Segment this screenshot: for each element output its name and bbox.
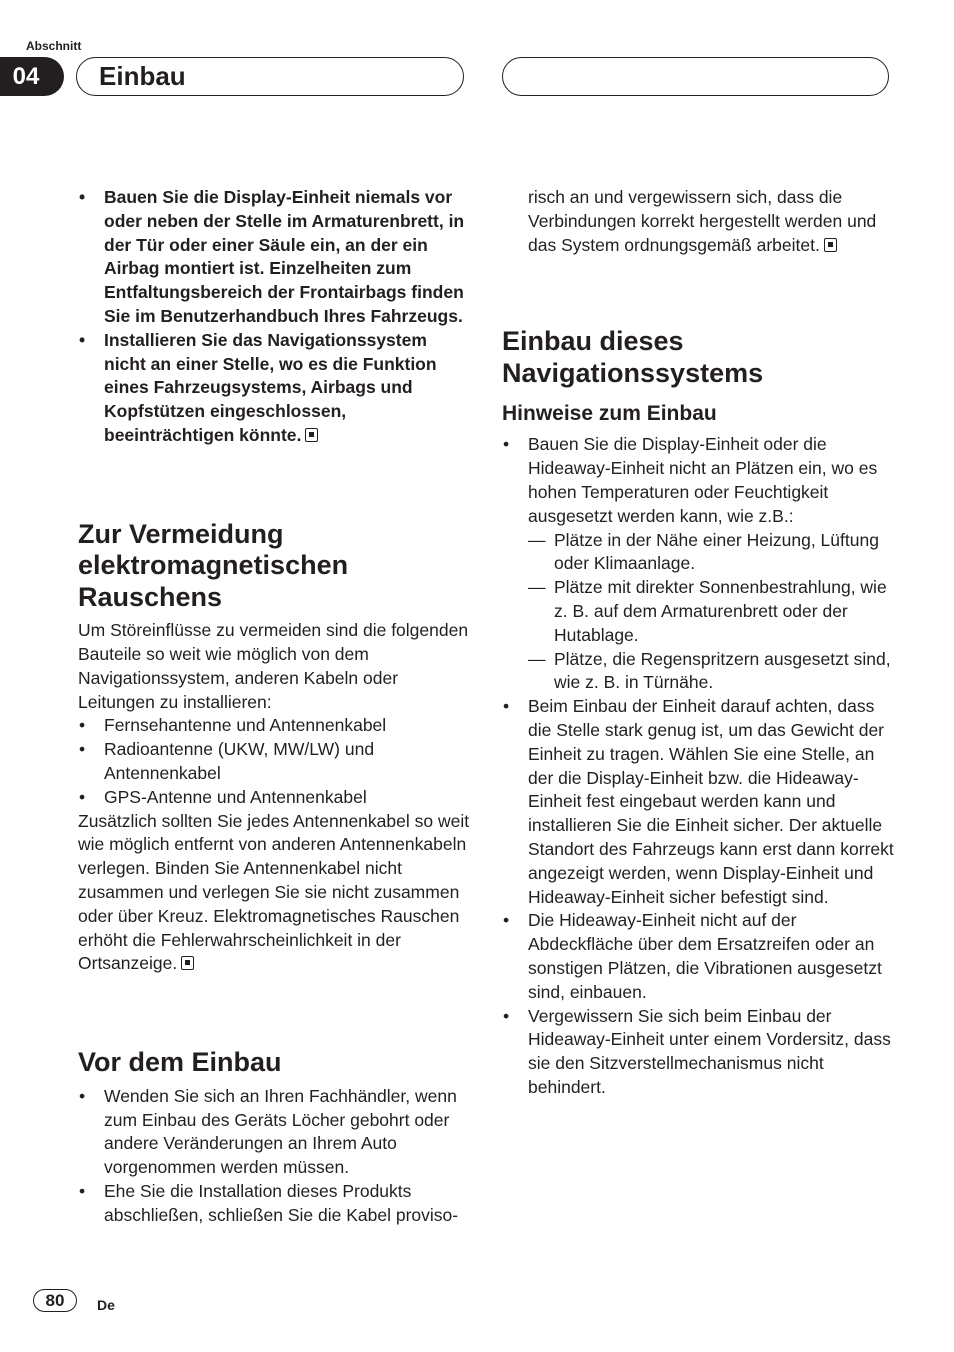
left-column <box>78 186 470 1228</box>
section-heading-noise: Zur Vermeidung elektromagnetischen Rauschens <box>78 518 349 612</box>
section-heading-before: Vor dem Einbau <box>78 1047 282 1078</box>
section-heading-install: Einbau dieses Navigationssystems <box>502 326 764 388</box>
right-column <box>502 186 894 1100</box>
list-item: • GPS-Antenne und Antennenkabel <box>78 786 470 810</box>
noise-outro: Zusätzlich sollten Sie jedes Antennenkabel so weit wie möglich entfernt von anderen Antennenkabeln verlegen. Binden Sie Antennenkabel nicht zusammen und verlegen Sie sie nicht zusammen oder über Kreuz. Elektromagnetisches Rauschen erhöht die Fehlerwahrscheinlichkeit in der Ortsanzeige. <box>78 810 470 974</box>
list-item: • Die Hideaway-Einheit nicht auf der Abdeckfläche über dem Ersatzreifen oder an sonstigen Plätzen, die Vibrationen ausgesetzt sind, einbauen. <box>502 909 894 1004</box>
section-label: Abschnitt <box>26 39 82 53</box>
list-item: • Installieren Sie das Navigationssystem nicht an einer Stelle, wo es die Funktion eines Fahrzeugsystems, Airbags und Kopfstützen eingeschlossen, beeinträchtigen könnte. <box>78 329 470 448</box>
list-item: • Vergewissern Sie sich beim Einbau der Hideaway-Einheit unter einem Vordersitz, dass sie den Sitzverstellmechanismus nicht behindert. <box>502 1005 894 1100</box>
sub-list-item: — Plätze, die Regenspritzern ausgesetzt sind, wie z. B. in Türnähe. <box>528 648 894 696</box>
list-item: • Ehe Sie die Installation dieses Produkts abschließen, schließen Sie die Kabel proviso- <box>78 1180 470 1228</box>
list-item: • Wenden Sie sich an Ihren Fachhändler, wenn zum Einbau des Geräts Löcher gebohrt oder andere Veränderungen an Ihrem Auto vorgenommen werden müssen. <box>78 1085 470 1180</box>
before-list <box>78 1085 470 1228</box>
sub-list <box>528 529 894 696</box>
section-number-badge: 04 <box>0 57 64 96</box>
list-item: • Radioantenne (UKW, MW/LW) und Antennenkabel <box>78 738 470 786</box>
list-item: • Bauen Sie die Display-Einheit niemals vor oder neben der Stelle im Armaturenbrett, in der Tür oder einer Säule ein, an der ein Airbag montiert ist. Einzelheiten zum Entfaltungsbereich der Frontairbags finden Sie im Benutzerhandbuch Ihres Fahrzeugs. <box>78 186 470 329</box>
sub-list-item: — Plätze mit direkter Sonnenbestrahlung, wie z. B. auf dem Armaturenbrett oder der Hutablage. <box>528 576 894 647</box>
language-code: De <box>97 1297 115 1313</box>
noise-intro: Um Störeinflüsse zu vermeiden sind die folgenden Bauteile so weit wie möglich von dem Navigationssystem, anderen Kabeln oder Leitungen zu installieren: <box>78 620 469 712</box>
list-item: • Bauen Sie die Display-Einheit oder die Hideaway-Einheit nicht an Plätzen ein, wo es hohen Temperaturen oder Feuchtigkeit ausgesetzt werden kann, wie z.B.: — Plätze in der Nähe einer Heizung, Lüftung oder Klimaanlage. — Plätze mit direkter Sonnenbestrahlung, wie z. B. auf dem Armaturenbrett oder der Hutablage. — Plätze, die Regenspritzern ausgesetzt sind, wie z. B. in Türnähe. <box>502 433 894 695</box>
end-mark-icon <box>305 428 318 442</box>
end-mark-icon <box>824 238 837 252</box>
list-item: • Beim Einbau der Einheit darauf achten, dass die Stelle stark genug ist, um das Gewicht der Einheit zu tragen. Wählen Sie eine Stelle, an der die Display-Einheit bzw. die Hideaway-Einheit fest eingebaut werden kann und installieren Sie die Einheit sicher. Der aktuelle Standort des Fahrzeugs kann erst dann korrekt angezeigt werden, wenn Display-Einheit und Hideaway-Einheit sicher befestigt sind. <box>502 695 894 909</box>
noise-list <box>78 714 470 809</box>
install-list <box>502 433 894 1099</box>
warning-list <box>78 186 470 448</box>
page-number: 80 <box>33 1289 77 1312</box>
list-item: • Fernsehantenne und Antennenkabel <box>78 714 470 738</box>
section-title: Einbau <box>76 57 464 96</box>
subheading-install-notes: Hinweise zum Einbau <box>502 402 717 426</box>
end-mark-icon <box>181 956 194 970</box>
header-empty-box <box>502 57 889 96</box>
continuation-text: risch an und vergewissern sich, dass die Verbindungen korrekt hergestellt werden und das System ordnungsgemäß arbeitet. <box>528 187 877 255</box>
sub-list-item: — Plätze in der Nähe einer Heizung, Lüftung oder Klimaanlage. <box>528 529 894 577</box>
